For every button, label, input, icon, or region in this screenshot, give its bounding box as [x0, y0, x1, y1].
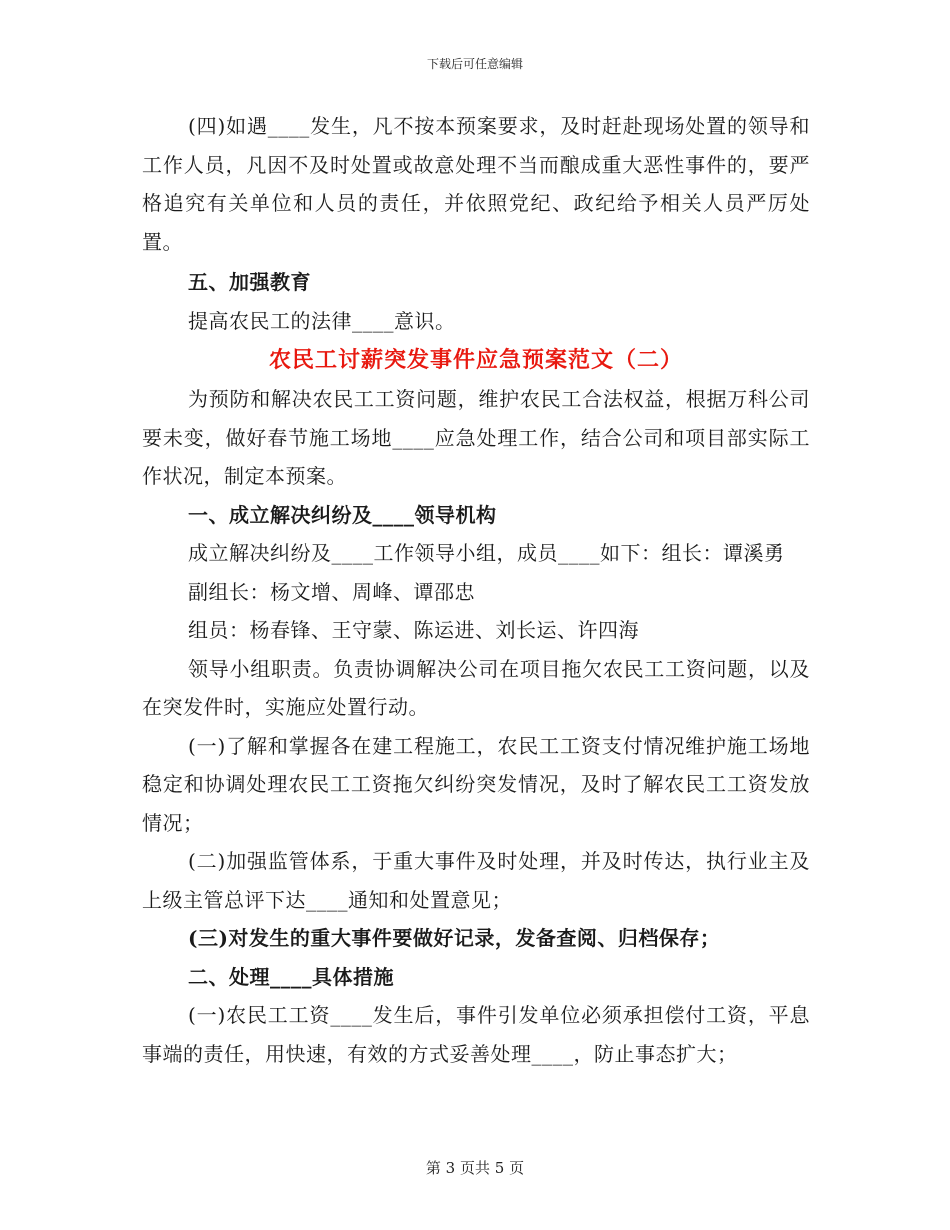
page-footer: 第 3 页共 5 页 — [425, 1159, 525, 1177]
section-heading-2: 二、处理____具体措施 — [188, 964, 394, 989]
paragraph-duties: 领导小组职责。负责协调解决公司在项目拖欠农民工工资问题，以及在突发件时，实施应处置行动。 — [142, 656, 810, 719]
paragraph-item-2: (二)加强监管体系，于重大事件及时处理，并及时传达，执行业主及上级主管总评下达____通知和处置意见； — [142, 849, 810, 912]
paragraph-measure-1: (一)农民工工资____发生后，事件引发单位必须承担偿付工资，平息事端的责任，用快速，有效的方式妥善处理____，防止事态扩大； — [142, 1003, 810, 1066]
paragraph-item-3: (三)对发生的重大事件要做好记录，发备查阅、归档保存； — [188, 926, 721, 950]
paragraph-members: 成立解决纠纷及____工作领导小组，成员____如下：组长：谭溪勇 — [188, 541, 785, 565]
section-heading-1: 一、成立解决纠纷及____领导机构 — [188, 502, 497, 527]
paragraph-deputy: 副组长：杨文增、周峰、谭邵忠 — [188, 579, 475, 604]
paragraph-4: (四)如遇____发生，凡不按本预案要求，及时赶赴现场处置的领导和工作人员，凡因不及时处置或故意处理不当而酿成重大恶性事件的，要严格追究有关单位和人员的责任，并依照党纪、政纪给予相关人员严厉处置。 — [142, 114, 810, 254]
paragraph-item-1: (一)了解和掌握各在建工程施工，农民工工资支付情况维护施工场地稳定和协调处理农民工工资拖欠纠纷突发情况，及时了解农民工工资发放情况； — [142, 733, 810, 835]
document-body — [142, 107, 810, 1073]
section-heading-5: 五、加强教育 — [188, 270, 311, 294]
document-title: 农民工讨薪突发事件应急预案范文（二） — [268, 347, 683, 373]
paragraph-education: 提高农民工的法律____意识。 — [188, 308, 456, 333]
page-header: 下载后可任意编辑 — [426, 57, 523, 71]
paragraph-intro: 为预防和解决农民工工资问题，维护农民工合法权益，根据万科公司要未变，做好春节施工场地____应急处理工作，结合公司和项目部实际工作状况，制定本预案。 — [142, 387, 810, 488]
paragraph-group-members: 组员：杨春锋、王守蒙、陈运进、刘长运、许四海 — [188, 618, 639, 642]
